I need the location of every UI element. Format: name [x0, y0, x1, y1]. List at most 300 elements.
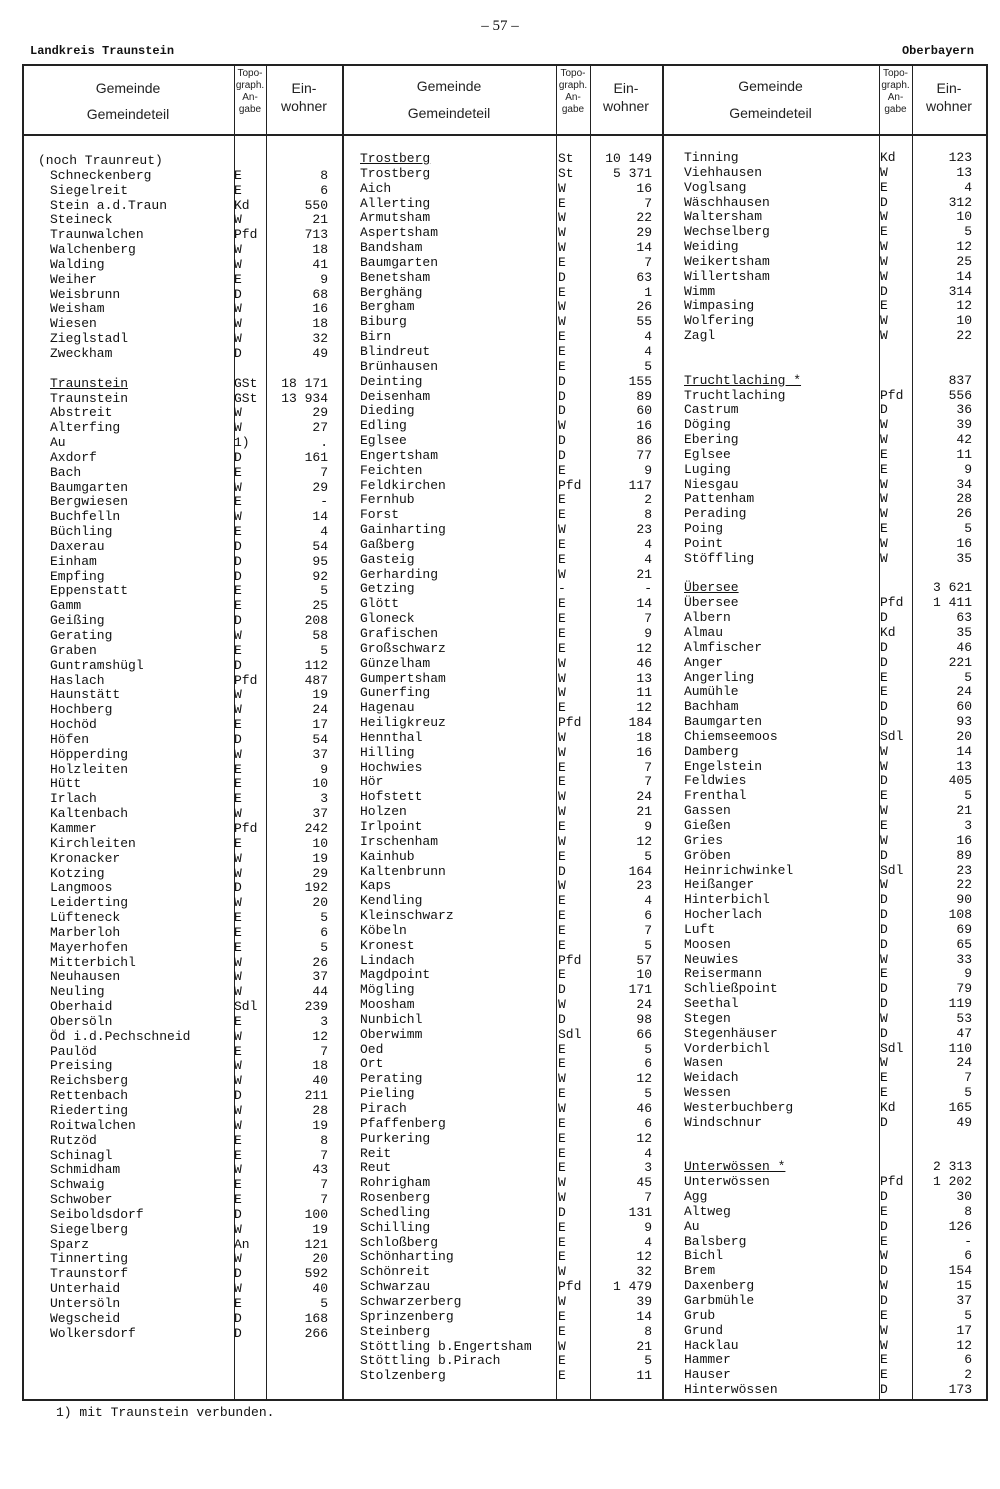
place-name: Holzleiten — [50, 761, 129, 777]
population: 13 — [636, 670, 652, 686]
population: 4 — [644, 536, 652, 552]
place-name: Bergwiesen — [50, 494, 129, 510]
population: 110 — [948, 1040, 972, 1056]
table-row — [38, 1030, 338, 1045]
population: 3 — [644, 1160, 652, 1176]
place-name: Weikertsham — [684, 253, 770, 269]
place-name: Garbmühle — [684, 1292, 755, 1308]
topo-code: W — [880, 951, 888, 967]
population: 3 — [320, 1013, 328, 1029]
topo-code: D — [880, 699, 888, 715]
population: 8 — [644, 507, 652, 523]
topo-code: W — [880, 432, 888, 448]
topo-code: E — [558, 329, 566, 345]
population: 117 — [628, 477, 652, 493]
table-row — [38, 659, 338, 674]
population: 36 — [956, 402, 972, 418]
population: 8 — [320, 1132, 328, 1148]
place-name: Damberg — [684, 743, 739, 759]
topo-code: D — [558, 433, 566, 449]
place-name: Rettenbach — [50, 1088, 129, 1104]
place-name: Hütt — [50, 776, 82, 792]
table-row — [360, 731, 660, 746]
table-row — [684, 774, 984, 789]
topo-code: E — [558, 611, 566, 627]
population: 7 — [320, 1192, 328, 1208]
topo-code: W — [558, 1175, 566, 1191]
region-title: Oberbayern — [901, 44, 974, 58]
table-row — [684, 166, 984, 181]
topo-code: D — [880, 1189, 888, 1205]
topo-code: E — [234, 1013, 242, 1029]
topo-code: W — [558, 299, 566, 315]
population: 161 — [304, 449, 328, 465]
population: 5 — [320, 1295, 328, 1311]
place-name: Purkering — [360, 1130, 431, 1146]
place-name: Hochwies — [360, 759, 423, 775]
table-row — [360, 197, 660, 212]
population: 5 — [644, 358, 652, 374]
place-name: Gießen — [684, 817, 731, 833]
table-row — [360, 686, 660, 701]
population: 14 — [956, 268, 972, 284]
topo-code: E — [880, 684, 888, 700]
table-row — [360, 1013, 660, 1028]
topo-code: W — [880, 164, 888, 180]
place-name: Untersöln — [50, 1295, 121, 1311]
table-row — [38, 421, 338, 436]
place-name: Getzing — [360, 581, 415, 597]
place-name: Schwarzau — [360, 1279, 431, 1295]
topo-code: E — [880, 1367, 888, 1383]
place-name: Öd i.d.Pechschneid — [50, 1028, 191, 1044]
place-name: Wäschhausen — [684, 194, 770, 210]
table-row — [684, 196, 984, 211]
table-row — [360, 553, 660, 568]
table-row — [360, 1087, 660, 1102]
population: 25 — [312, 598, 328, 614]
place-name: Stein a.d.Traun — [50, 197, 168, 213]
place-name: Schinagl — [50, 1147, 113, 1163]
population: 24 — [956, 1055, 972, 1071]
place-name: Oed — [360, 1041, 384, 1057]
place-name: Roitwalchen — [50, 1117, 136, 1133]
place-name: Engelstein — [684, 758, 763, 774]
place-name: Bach — [50, 464, 82, 480]
population: 1 479 — [612, 1279, 652, 1295]
table-row — [684, 329, 984, 344]
table-row — [38, 807, 338, 822]
place-name: Sparz — [50, 1236, 90, 1252]
table-row — [684, 656, 984, 671]
table-row — [684, 745, 984, 760]
place-name: Steineck — [50, 212, 113, 228]
population: 19 — [312, 1221, 328, 1237]
table-row — [684, 730, 984, 745]
topo-code: E — [234, 642, 242, 658]
table-row — [684, 433, 984, 448]
population: 9 — [964, 461, 972, 477]
topo-code: W — [234, 628, 242, 643]
topo-code: E — [558, 908, 566, 924]
population: 487 — [304, 672, 328, 688]
population: 7 — [320, 1147, 328, 1163]
place-name: Gröben — [684, 847, 731, 863]
place-name: Marberloh — [50, 924, 121, 940]
topo-code: E — [234, 464, 242, 480]
topo-code: E — [880, 1085, 888, 1101]
place-name: Seethal — [684, 996, 739, 1012]
place-name: Günzelham — [360, 655, 431, 671]
table-row — [684, 359, 984, 374]
place-name: Oberwimm — [360, 1026, 423, 1042]
table-row — [360, 1072, 660, 1087]
place-name: Kaltenbach — [50, 806, 129, 822]
population: 21 — [636, 566, 652, 582]
table-row — [360, 954, 660, 969]
topo-code: E — [558, 759, 566, 775]
topo-code: W — [234, 479, 242, 495]
table-row — [38, 822, 338, 837]
place-name: Schmidham — [50, 1162, 121, 1178]
place-name: Hör — [360, 774, 384, 790]
table-row — [684, 1235, 984, 1250]
place-name: Albern — [684, 610, 731, 626]
population: 208 — [304, 613, 328, 629]
place-name: Unterhaid — [50, 1281, 121, 1297]
header-topo-3: Topo- graph. An- gabe — [881, 68, 910, 115]
topo-code: E — [558, 1130, 566, 1146]
table-row — [360, 271, 660, 286]
place-name: Biburg — [360, 314, 407, 330]
table-row — [360, 538, 660, 553]
population: 24 — [636, 997, 652, 1013]
table-row — [684, 878, 984, 893]
table-row — [38, 243, 338, 258]
table-row — [360, 983, 660, 998]
table-row — [684, 893, 984, 908]
topo-code: E — [558, 358, 566, 374]
table-row — [684, 1264, 984, 1279]
topo-code: W — [558, 655, 566, 671]
population: 7 — [644, 1190, 652, 1206]
topo-code: D — [234, 880, 242, 896]
place-name: Berghäng — [360, 284, 423, 300]
topo-code: W — [234, 1281, 242, 1297]
place-name: Nunbichl — [360, 1011, 423, 1027]
topo-code: W — [880, 1010, 888, 1026]
topo-code: - — [558, 581, 566, 597]
topo-code: W — [880, 1248, 888, 1264]
place-name: Altweg — [684, 1203, 731, 1219]
population: 29 — [636, 225, 652, 241]
topo-code: W — [234, 687, 242, 703]
topo-code: D — [558, 373, 566, 389]
place-name: Weisham — [50, 301, 105, 317]
topo-code: E — [234, 924, 242, 940]
table-row — [360, 1132, 660, 1147]
population: 18 171 — [281, 375, 328, 391]
table-row — [360, 479, 660, 494]
place-name: Reichsberg — [50, 1073, 129, 1089]
topo-code: E — [558, 626, 566, 641]
place-name: Irlpoint — [360, 818, 423, 834]
population: 23 — [956, 862, 972, 878]
population: 6 — [964, 1248, 972, 1264]
footnote: 1) mit Traunstein verbunden. — [56, 1405, 275, 1420]
topo-code: W — [558, 522, 566, 538]
column-3-rows — [684, 151, 984, 1398]
population: 9 — [644, 626, 652, 641]
place-name: Eglsee — [360, 433, 407, 449]
population: 21 — [636, 1338, 652, 1354]
topo-code: W — [880, 535, 888, 551]
topo-code: D — [234, 1325, 242, 1341]
topo-code: E — [558, 1368, 566, 1384]
topo-code: Pfd — [558, 477, 582, 493]
table-row — [38, 362, 338, 377]
topo-code: D — [880, 1218, 888, 1234]
topo-code: GSt — [234, 390, 258, 406]
topo-code: E — [558, 536, 566, 552]
place-name: Kammer — [50, 820, 97, 836]
population: 7 — [644, 611, 652, 627]
topo-code: Sdl — [880, 728, 904, 744]
topo-code: E — [234, 776, 242, 792]
table-row — [38, 733, 338, 748]
table-row — [38, 1104, 338, 1119]
table-row — [684, 581, 984, 596]
topo-code: D — [880, 907, 888, 923]
topo-code: E — [558, 640, 566, 656]
topo-code: E — [558, 507, 566, 523]
place-name: Trostberg — [360, 165, 431, 181]
table-row — [684, 389, 984, 404]
table-row — [360, 805, 660, 820]
topo-code: E — [234, 1295, 242, 1311]
topo-code: E — [558, 700, 566, 716]
population: 8 — [320, 167, 328, 183]
topo-code: D — [234, 613, 242, 629]
table-row — [684, 418, 984, 433]
table-row — [360, 775, 660, 790]
topo-code: W — [558, 670, 566, 686]
topo-code: D — [234, 1088, 242, 1104]
topo-code: Sdl — [880, 1040, 904, 1056]
topo-code: E — [234, 910, 242, 926]
topo-code: W — [880, 743, 888, 759]
topo-code: W — [558, 210, 566, 226]
table-row — [684, 1383, 984, 1398]
population: 65 — [956, 936, 972, 952]
population: 40 — [312, 1073, 328, 1089]
table-row — [684, 1071, 984, 1086]
table-row — [38, 258, 338, 273]
topo-code: W — [558, 314, 566, 330]
population: 14 — [956, 743, 972, 759]
table-row — [684, 1368, 984, 1383]
population: 18 — [312, 242, 328, 258]
table-row — [360, 1028, 660, 1043]
table-row — [38, 213, 338, 228]
topo-code: W — [234, 1103, 242, 1118]
table-row — [38, 302, 338, 317]
population: 4 — [964, 179, 972, 195]
place-name: Neuwies — [684, 951, 739, 967]
table-row — [360, 152, 660, 167]
topo-code: E — [558, 848, 566, 864]
topo-code: E — [234, 583, 242, 599]
population: 8 — [964, 1203, 972, 1219]
place-name: Rutzöd — [50, 1132, 97, 1148]
table-row — [38, 347, 338, 362]
table-row — [38, 392, 338, 407]
place-name: Guntramshügl — [50, 657, 144, 673]
place-name: Viehhausen — [684, 164, 763, 180]
table-row — [684, 864, 984, 879]
population: 35 — [956, 625, 972, 640]
topo-code: D — [880, 1292, 888, 1308]
population: 29 — [312, 865, 328, 881]
topo-code: W — [880, 417, 888, 433]
topo-code: W — [234, 984, 242, 1000]
topo-code: E — [234, 1192, 242, 1208]
place-name: Lüfteneck — [50, 910, 121, 926]
place-name: Gasteig — [360, 551, 415, 567]
table-row — [38, 1238, 338, 1253]
page-number: – 57 – — [481, 18, 519, 34]
population: 28 — [312, 1103, 328, 1118]
population: 89 — [636, 388, 652, 404]
table-row — [38, 867, 338, 882]
place-name: Brem — [684, 1263, 716, 1279]
place-name: Schließpoint — [684, 981, 778, 997]
place-name: Weiher — [50, 271, 97, 287]
place-name: Übersee — [684, 580, 739, 596]
population: 168 — [304, 1310, 328, 1326]
table-row — [360, 568, 660, 583]
population: 10 — [956, 313, 972, 329]
population: 26 — [636, 299, 652, 315]
topo-code: St — [558, 151, 574, 166]
place-name: Westerbuchberg — [684, 1100, 794, 1115]
population: 14 — [636, 1308, 652, 1324]
table-row — [684, 626, 984, 641]
population: 29 — [312, 479, 328, 495]
place-name: Unterwössen * — [684, 1159, 786, 1175]
table-row — [38, 1252, 338, 1267]
header-gemeinde-3: Gemeinde — [738, 78, 803, 94]
table-row — [360, 1340, 660, 1355]
topo-code: E — [234, 761, 242, 777]
topo-code: GSt — [234, 375, 258, 391]
population: 89 — [956, 847, 972, 863]
table-row — [360, 1191, 660, 1206]
population: 17 — [956, 1322, 972, 1338]
topo-code: D — [880, 773, 888, 789]
topo-code: W — [880, 268, 888, 284]
place-name: Magdpoint — [360, 967, 431, 983]
population: 12 — [956, 239, 972, 255]
population: 5 — [320, 642, 328, 658]
place-name: Kronacker — [50, 850, 121, 866]
population: 1 411 — [932, 595, 972, 611]
topo-code: W — [558, 225, 566, 241]
topo-code: W — [234, 1162, 242, 1178]
place-name: Poing — [684, 521, 724, 537]
population: 2 313 — [932, 1159, 972, 1175]
topo-code: D — [234, 1310, 242, 1326]
table-row — [684, 715, 984, 730]
place-name: Stegenhäuser — [684, 1025, 778, 1041]
place-name: Bichl — [684, 1248, 724, 1264]
population: 7 — [644, 774, 652, 790]
table-row — [360, 375, 660, 390]
header-ein-1: Ein- wohner — [281, 80, 327, 114]
table-row — [684, 285, 984, 300]
population: 41 — [312, 256, 328, 272]
topo-code: D — [880, 892, 888, 908]
place-name: Höfen — [50, 731, 90, 747]
topo-code: W — [558, 997, 566, 1013]
place-name: Neuhausen — [50, 969, 121, 985]
table-row — [38, 1000, 338, 1015]
table-row — [360, 1369, 660, 1384]
table-row — [684, 1086, 984, 1101]
place-name: Oberhaid — [50, 999, 113, 1015]
population: 86 — [636, 433, 652, 449]
topo-code: Pfd — [880, 387, 904, 403]
population: 77 — [636, 447, 652, 463]
table-row — [360, 464, 660, 479]
topo-code: W — [880, 239, 888, 255]
population: 7 — [320, 1043, 328, 1059]
population: 25 — [956, 253, 972, 269]
topo-code: E — [558, 462, 566, 478]
place-name: Gamm — [50, 598, 82, 614]
header-ein-3: Ein- wohner — [926, 80, 972, 114]
place-name: Aich — [360, 180, 392, 196]
place-name: Wegscheid — [50, 1310, 121, 1326]
header-ein-2: Ein- wohner — [603, 80, 649, 114]
population: 40 — [312, 1281, 328, 1297]
place-name: Baumgarten — [684, 714, 763, 730]
table-row — [684, 181, 984, 196]
table-row — [360, 612, 660, 627]
population: 26 — [956, 506, 972, 522]
topo-code: E — [880, 446, 888, 462]
topo-code: Pfd — [234, 820, 258, 836]
table-row — [360, 1102, 660, 1117]
table-row — [38, 1208, 338, 1223]
place-name: Heißanger — [684, 877, 755, 893]
table-row — [38, 881, 338, 896]
table-row — [360, 182, 660, 197]
table-row — [360, 1117, 660, 1132]
population: 5 — [644, 848, 652, 864]
population: 47 — [956, 1025, 972, 1041]
table-row — [38, 317, 338, 332]
population: 164 — [628, 863, 652, 879]
table-row — [684, 938, 984, 953]
table-row — [684, 1101, 984, 1116]
place-name: Hofstett — [360, 789, 423, 805]
topo-code: D — [234, 345, 242, 361]
table-row — [684, 552, 984, 567]
place-name: Buchfelln — [50, 509, 121, 525]
topo-code: D — [880, 847, 888, 863]
district-title: Landkreis Traunstein — [30, 44, 175, 58]
